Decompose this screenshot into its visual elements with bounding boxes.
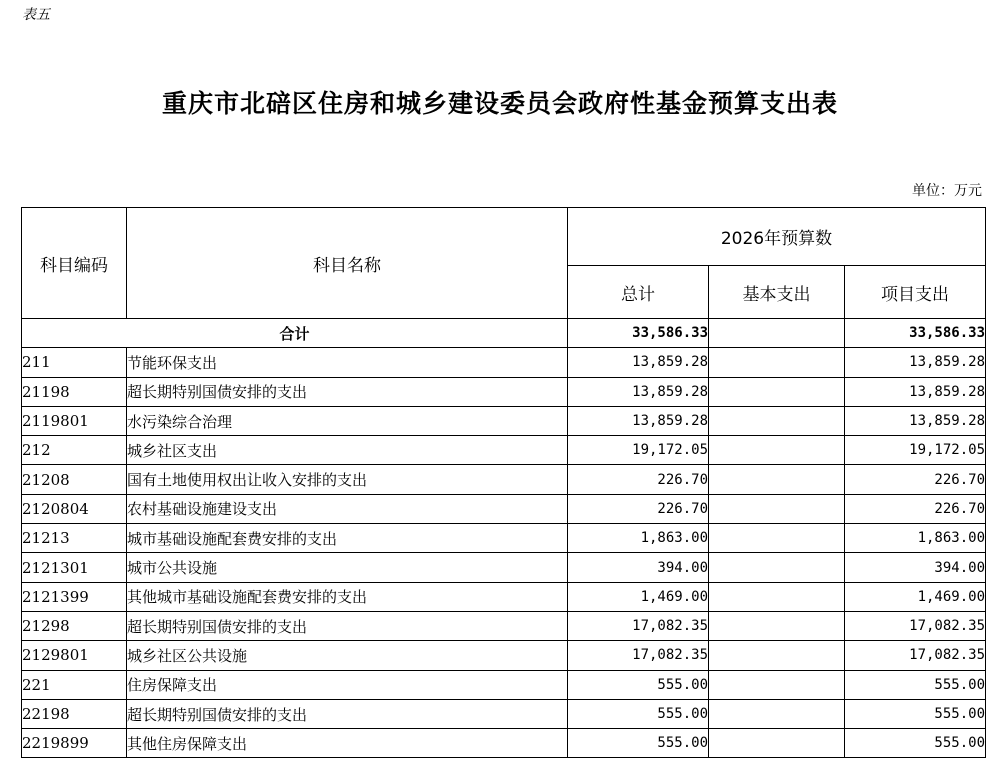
row-project: 17,082.35: [845, 641, 986, 670]
table-row: [22, 729, 986, 758]
table-row: [22, 377, 986, 406]
row-project: 13,859.28: [845, 348, 986, 377]
row-name: 国有土地使用权出让收入安排的支出: [127, 465, 568, 494]
row-total: 13,859.28: [568, 406, 709, 435]
row-name: 农村基础设施建设支出: [127, 494, 568, 523]
row-total: 1,469.00: [568, 582, 709, 611]
table-row: [22, 582, 986, 611]
table-row: [22, 436, 986, 465]
row-code: 21208: [22, 465, 127, 494]
row-name: 超长期特别国债安排的支出: [127, 699, 568, 728]
header-project: 项目支出: [845, 266, 986, 319]
row-name: 水污染综合治理: [127, 406, 568, 435]
row-basic: [709, 553, 845, 582]
row-basic: [709, 377, 845, 406]
row-total: 19,172.05: [568, 436, 709, 465]
row-name: 城乡社区支出: [127, 436, 568, 465]
row-name: 超长期特别国债安排的支出: [127, 377, 568, 406]
row-total: 17,082.35: [568, 641, 709, 670]
row-project: 226.70: [845, 494, 986, 523]
row-code: 211: [22, 348, 127, 377]
total-amount: 33,586.33: [568, 319, 709, 348]
row-code: 21198: [22, 377, 127, 406]
row-project: 394.00: [845, 553, 986, 582]
row-project: 19,172.05: [845, 436, 986, 465]
total-project: 33,586.33: [845, 319, 986, 348]
table-row: [22, 611, 986, 640]
row-project: 226.70: [845, 465, 986, 494]
row-name: 城乡社区公共设施: [127, 641, 568, 670]
row-total: 555.00: [568, 670, 709, 699]
row-basic: [709, 641, 845, 670]
table-row: [22, 699, 986, 728]
row-name: 城市基础设施配套费安排的支出: [127, 524, 568, 553]
row-basic: [709, 494, 845, 523]
row-total: 226.70: [568, 494, 709, 523]
row-total: 17,082.35: [568, 611, 709, 640]
row-total: 226.70: [568, 465, 709, 494]
row-project: 555.00: [845, 670, 986, 699]
row-code: 212: [22, 436, 127, 465]
table-row: [22, 553, 986, 582]
row-total: 555.00: [568, 729, 709, 758]
row-project: 13,859.28: [845, 377, 986, 406]
unit-note: 单位：万元: [912, 183, 982, 199]
table-row: [22, 641, 986, 670]
row-basic: [709, 670, 845, 699]
total-label: 合计: [22, 319, 568, 348]
row-code: 21298: [22, 611, 127, 640]
table-row: [22, 348, 986, 377]
row-name: 超长期特别国债安排的支出: [127, 611, 568, 640]
row-code: 2121301: [22, 553, 127, 582]
page-title: 重庆市北碚区住房和城乡建设委员会政府性基金预算支出表: [161, 89, 838, 118]
row-basic: [709, 729, 845, 758]
row-basic: [709, 465, 845, 494]
table-row: [22, 406, 986, 435]
row-project: 1,863.00: [845, 524, 986, 553]
row-basic: [709, 611, 845, 640]
row-total: 1,863.00: [568, 524, 709, 553]
header-budget-group: 2026年预算数: [568, 208, 986, 266]
row-project: 13,859.28: [845, 406, 986, 435]
header-basic: 基本支出: [709, 266, 845, 319]
row-name: 城市公共设施: [127, 553, 568, 582]
row-basic: [709, 699, 845, 728]
table-row: [22, 465, 986, 494]
header-code: 科目编码: [22, 208, 127, 319]
row-code: 22198: [22, 699, 127, 728]
row-total: 13,859.28: [568, 348, 709, 377]
row-basic: [709, 582, 845, 611]
header-total: 总计: [568, 266, 709, 319]
table-row: [22, 524, 986, 553]
header-name: 科目名称: [127, 208, 568, 319]
row-project: 555.00: [845, 729, 986, 758]
row-code: 21213: [22, 524, 127, 553]
row-basic: [709, 524, 845, 553]
row-total: 394.00: [568, 553, 709, 582]
total-basic: [709, 319, 845, 348]
budget-table: [21, 207, 986, 758]
row-name: 其他城市基础设施配套费安排的支出: [127, 582, 568, 611]
row-total: 13,859.28: [568, 377, 709, 406]
row-total: 555.00: [568, 699, 709, 728]
row-code: 2121399: [22, 582, 127, 611]
row-code: 2119801: [22, 406, 127, 435]
row-name: 节能环保支出: [127, 348, 568, 377]
table-row: [22, 494, 986, 523]
row-project: 555.00: [845, 699, 986, 728]
row-project: 17,082.35: [845, 611, 986, 640]
row-basic: [709, 436, 845, 465]
row-name: 其他住房保障支出: [127, 729, 568, 758]
row-code: 2219899: [22, 729, 127, 758]
row-project: 1,469.00: [845, 582, 986, 611]
row-basic: [709, 406, 845, 435]
table-number: 表五: [22, 7, 50, 23]
row-code: 221: [22, 670, 127, 699]
table-row: [22, 670, 986, 699]
row-code: 2120804: [22, 494, 127, 523]
row-code: 2129801: [22, 641, 127, 670]
total-row: [22, 319, 986, 348]
row-name: 住房保障支出: [127, 670, 568, 699]
row-basic: [709, 348, 845, 377]
